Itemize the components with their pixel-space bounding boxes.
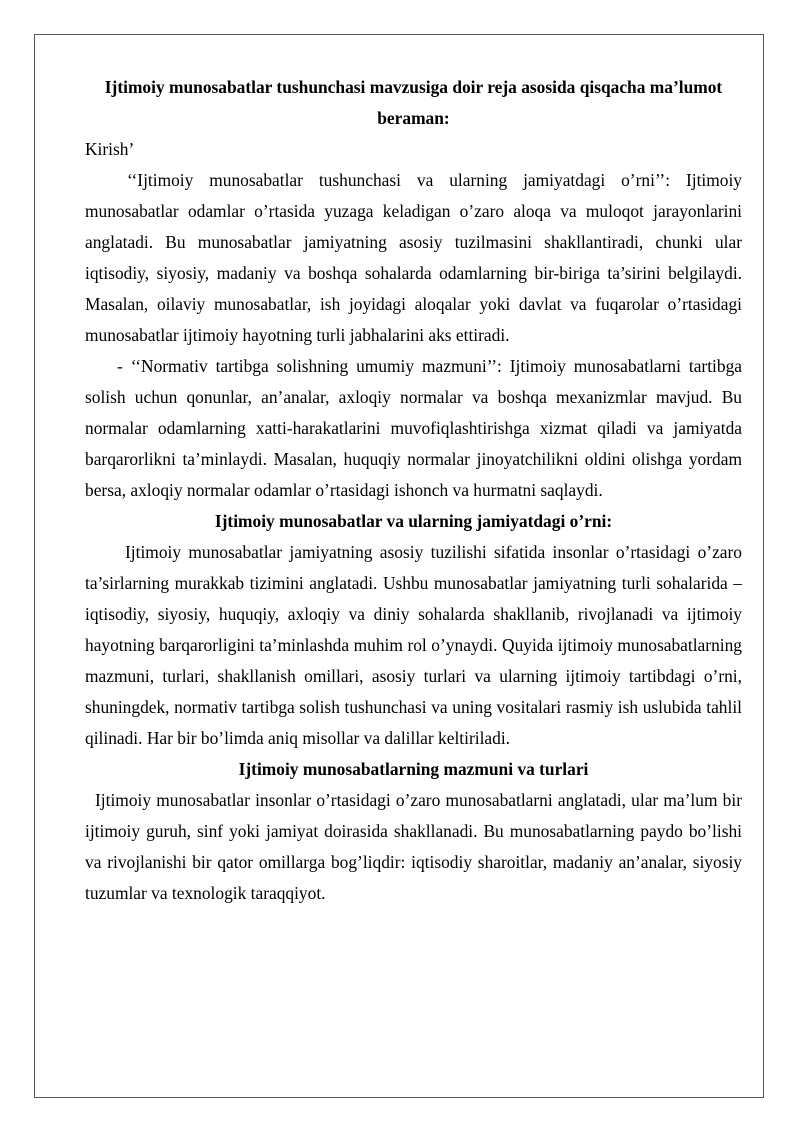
- document-title: Ijtimoiy munosabatlar tushunchasi mavzusiga doir reja asosida qisqacha ma’lumot beraman:: [104, 77, 723, 128]
- intro-label: Kirish’: [85, 139, 135, 159]
- paragraph-role: Ijtimoiy munosabatlar jamiyatning asosiy tuzilishi sifatida insonlar o’rtasidagi o’zaro ta’sirlarning murakkab tizimini anglatadi. Ushbu munosabatlar jamiyatning turli sohalarida – iqtisodiy, siyosiy, huquqiy, axloqiy va diniy sohalarda shakllanib, rivojlanadi va ijtimoiy hayotning barqarorligini ta’minlashda muhim rol o’ynaydi. Quyida ijtimoiy munosabatlarning mazmuni, turlari, shakllanish omillari, asosiy turlari va ularning ijtimoiy tartibdagi o’rni, shuningdek, normativ tartibga solish tushunchasi va uning vositalari rasmiy ish uslubida tahlil qilinadi. Har bir bo’limda aniq misollar va dalillar keltiriladi.: [85, 542, 742, 748]
- document-body: [85, 72, 742, 909]
- paragraph-content-types: Ijtimoiy munosabatlar insonlar o’rtasidagi o’zaro munosabatlarni anglatadi, ular ma’lum bir ijtimoiy guruh, sinf yoki jamiyat doirasida shakllanadi. Bu munosabatlarning paydo bo’lishi va rivojlanishi bir qator omillarga bog’liqdir: iqtisodiy sharoitlar, madaniy an’analar, siyosiy tuzumlar va texnologik taraqqiyot.: [85, 790, 742, 903]
- section-heading-content-types: Ijtimoiy munosabatlarning mazmuni va turlari: [238, 759, 589, 779]
- paragraph-intro-relations: ‘‘Ijtimoiy munosabatlar tushunchasi va ularning jamiyatdagi o’rni’’: Ijtimoiy munosabatlar odamlar o’rtasida yuzaga keladigan o’zaro aloqa va muloqot jarayonlarini anglatadi. Bu munosabatlar jamiyatning asosiy tuzilmasini shakllantiradi, chunki ular iqtisodiy, siyosiy, madaniy va boshqa sohalarda odamlarning bir-biriga ta’sirini belgilaydi. Masalan, oilaviy munosabatlar, ish joyidagi aloqalar yoki davlat va fuqarolar o’rtasidagi munosabatlar ijtimoiy hayotning turli jabhalarini aks ettiradi.: [85, 170, 742, 345]
- section-heading-role: Ijtimoiy munosabatlar va ularning jamiyatdagi o’rni:: [214, 511, 613, 531]
- paragraph-normative-regulation: - ‘‘Normativ tartibga solishning umumiy mazmuni’’: Ijtimoiy munosabatlarni tartibga solish uchun qonunlar, an’analar, axloqiy normalar va boshqa mexanizmlar mavjud. Bu normalar odamlarning xatti-harakatlarini muvofiqlashtirishga xizmat qiladi va jamiyatda barqarorlikni ta’minlaydi. Masalan, huquqiy normalar jinoyatchilikni oldini olishga yordam bersa, axloqiy normalar odamlar o’rtasidagi ishonch va hurmatni saqlaydi.: [85, 356, 742, 500]
